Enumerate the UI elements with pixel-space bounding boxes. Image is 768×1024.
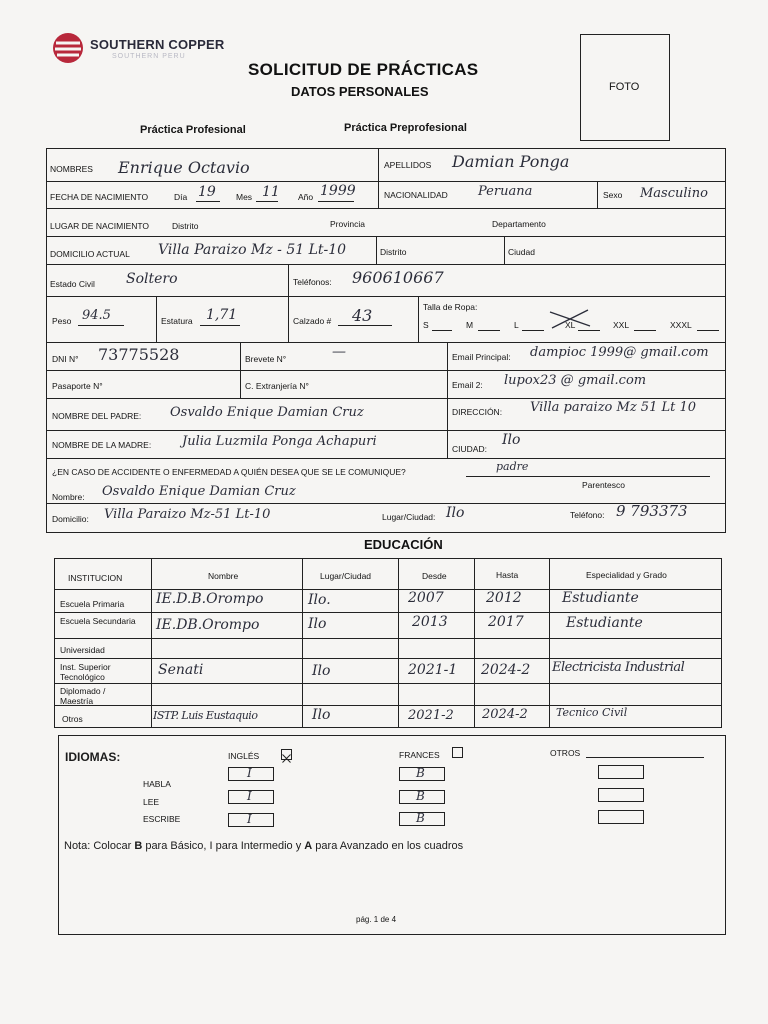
padre-label: NOMBRE DEL PADRE:: [52, 411, 142, 421]
frances-lee-box[interactable]: [399, 790, 445, 804]
skill-lee-label: LEE: [143, 797, 160, 807]
ciudad2-label: CIUDAD:: [452, 444, 487, 454]
edu-nombre-instituto[interactable]: Senati: [158, 662, 204, 678]
telefonos-label: Teléfonos:: [293, 277, 332, 287]
edu-desde-secundaria[interactable]: 2013: [412, 614, 448, 630]
edu-inst-otros: Otros: [62, 714, 83, 724]
ingles-habla-value: I: [247, 766, 252, 780]
brevete-field[interactable]: —: [332, 344, 346, 360]
direccion-field[interactable]: Villa paraizo Mz 51 Lt 10: [530, 400, 697, 415]
lugar-ciudad-label: Lugar/Ciudad:: [382, 512, 436, 522]
edu-nombre-primaria[interactable]: IE.D.B.Orompo: [156, 591, 264, 607]
distrito-label: Distrito: [172, 221, 199, 231]
edu-header-lugar: Lugar/Ciudad: [320, 571, 372, 581]
domicilio-field[interactable]: Villa Paraizo Mz-51 Lt-10: [104, 507, 271, 522]
extranjeria-label: C. Extranjería N°: [245, 381, 309, 391]
edu-lugar-instituto[interactable]: Ilo: [312, 663, 331, 679]
check-mark-icon: [282, 754, 291, 763]
page-number: pág. 1 de 4: [356, 915, 397, 924]
edu-lugar-secundaria[interactable]: Ilo: [308, 616, 327, 632]
edu-nombre-otros[interactable]: ISTP. Luis Eustaquio: [153, 709, 258, 722]
accidente-label: ¿EN CASO DE ACCIDENTE O ENFERMEDAD A QUIÉN DESEA QUE SE LE COMUNIQUE?: [52, 467, 406, 477]
nombre-label: Nombre:: [52, 492, 85, 502]
dia-label: Día: [174, 192, 188, 202]
apellidos-field[interactable]: Damian Ponga: [452, 152, 570, 171]
domicilio-actual-label: DOMICILIO ACTUAL: [50, 249, 130, 259]
talla-m[interactable]: M: [466, 320, 474, 330]
edu-header-institucion: INSTITUCION: [68, 573, 123, 583]
talla-xl-cross-mark: [548, 308, 592, 330]
ingles-lee-box[interactable]: [228, 790, 274, 804]
parentesco-field[interactable]: padre: [496, 460, 529, 473]
estatura-field[interactable]: 1,71: [206, 307, 238, 323]
dni-field[interactable]: 73775528: [98, 345, 180, 364]
mes-label: Mes: [236, 192, 253, 202]
talla-l[interactable]: L: [514, 320, 519, 330]
talla-xxxl[interactable]: XXXL: [670, 320, 692, 330]
email2-label: Email 2:: [452, 380, 483, 390]
photo-label: FOTO: [609, 81, 640, 93]
edu-nombre-secundaria[interactable]: IE.DB.Orompo: [156, 617, 260, 633]
peso-label: Peso: [52, 316, 72, 326]
talla-ropa-label: Talla de Ropa:: [423, 302, 478, 312]
edu-lugar-otros[interactable]: Ilo: [312, 707, 331, 723]
nota-part-3: para Avanzado en los cuadros: [312, 840, 464, 852]
padre-field[interactable]: Osvaldo Enique Damian Cruz: [170, 405, 364, 420]
edu-esp-otros[interactable]: Tecnico Civil: [556, 706, 628, 719]
domicilio-label: Domicilio:: [52, 514, 89, 524]
ingles-escribe-box[interactable]: [228, 813, 274, 827]
nacionalidad-field[interactable]: Peruana: [478, 184, 533, 199]
departamento-label: Departamento: [492, 219, 546, 229]
practica-profesional-option[interactable]: Práctica Profesional: [140, 124, 246, 136]
peso-field[interactable]: 94.5: [82, 308, 111, 323]
education-title: EDUCACIÓN: [364, 537, 443, 552]
frances-habla-value: B: [416, 766, 425, 780]
nota-part-1: Nota: Colocar: [64, 840, 135, 852]
edu-hasta-otros[interactable]: 2024-2: [482, 707, 528, 722]
education-table: [54, 558, 722, 728]
nota-basico: B: [134, 840, 143, 852]
edu-header-especialidad: Especialidad y Grado: [586, 570, 667, 580]
nacionalidad-label: NACIONALIDAD: [384, 190, 448, 200]
email2-field[interactable]: lupox23 @ gmail.com: [504, 373, 647, 388]
southern-copper-logo-icon: [52, 32, 84, 64]
provincia-label: Provincia: [330, 219, 365, 229]
email-principal-field[interactable]: dampioc 1999@ gmail.com: [530, 345, 709, 360]
domicilio-actual-field[interactable]: Villa Paraizo Mz - 51 Lt-10: [158, 242, 347, 258]
nombres-label: NOMBRES: [50, 164, 93, 174]
estado-civil-field[interactable]: Soltero: [126, 271, 178, 287]
email-principal-label: Email Principal:: [452, 352, 511, 362]
edu-header-nombre: Nombre: [208, 571, 239, 581]
nombre-field[interactable]: Osvaldo Enique Damian Cruz: [102, 484, 296, 499]
idiomas-title: IDIOMAS:: [65, 750, 121, 764]
direccion-label: DIRECCIÓN:: [452, 407, 503, 417]
telefonos-field[interactable]: 960610667: [352, 268, 444, 287]
edu-header-desde: Desde: [422, 571, 447, 581]
edu-esp-primaria[interactable]: Estudiante: [562, 590, 639, 606]
estado-civil-label: Estado Civil: [50, 279, 95, 289]
edu-inst-instituto: Inst. Superior Tecnológico: [60, 662, 111, 682]
ingles-lee-value: I: [247, 789, 252, 803]
edu-desde-otros[interactable]: 2021-2: [408, 708, 454, 723]
form-subtitle: DATOS PERSONALES: [291, 84, 429, 99]
calzado-label: Calzado #: [293, 316, 332, 326]
ciudad-label: Ciudad: [508, 247, 535, 257]
frances-escribe-box[interactable]: [399, 812, 445, 826]
company-subname: SOUTHERN PERU: [112, 53, 186, 60]
practica-preprofesional-option[interactable]: Práctica Preprofesional: [344, 122, 467, 134]
frances-escribe-value: B: [416, 811, 425, 825]
edu-esp-secundaria[interactable]: Estudiante: [566, 615, 643, 631]
calzado-field[interactable]: 43: [352, 306, 373, 325]
frances-label: FRANCES: [399, 750, 440, 760]
ciudad2-field[interactable]: Ilo: [502, 432, 521, 448]
otros-label: OTROS: [550, 748, 581, 758]
talla-xxl[interactable]: XXL: [613, 320, 630, 330]
nombres-field[interactable]: Enrique Octavio: [118, 158, 250, 177]
lugar-nacimiento-label: LUGAR DE NACIMIENTO: [50, 221, 150, 231]
company-name: SOUTHERN COPPER: [90, 37, 225, 52]
madre-field[interactable]: Julia Luzmila Ponga Achapuri: [182, 434, 377, 449]
anio-field[interactable]: 1999: [320, 183, 356, 199]
skill-habla-label: HABLA: [143, 779, 171, 789]
talla-s[interactable]: S: [423, 320, 429, 330]
telefono-field[interactable]: 9 793373: [616, 502, 688, 520]
form-title: SOLICITUD DE PRÁCTICAS: [248, 60, 479, 79]
otros-lee-box[interactable]: [598, 788, 644, 802]
pasaporte-label: Pasaporte N°: [52, 381, 103, 391]
telefono-label: Teléfono:: [570, 510, 605, 520]
edu-inst-secundaria: Escuela Secundaria: [60, 616, 136, 626]
company-logo: [52, 32, 84, 64]
edu-hasta-primaria[interactable]: 2012: [486, 590, 522, 606]
ingles-label: INGLÉS: [228, 751, 260, 761]
otros-escribe-box[interactable]: [598, 810, 644, 824]
anio-label: Año: [298, 192, 314, 202]
talla-xl[interactable]: XL: [565, 320, 576, 330]
edu-desde-primaria[interactable]: 2007: [408, 590, 444, 606]
frances-lee-value: B: [416, 789, 425, 803]
edu-lugar-primaria[interactable]: Ilo.: [308, 592, 331, 608]
edu-inst-diplomado: Diplomado / Maestría: [60, 686, 106, 706]
ingles-checkbox[interactable]: [281, 749, 292, 760]
distrito2-label: Distrito: [380, 247, 407, 257]
lugar-ciudad-field[interactable]: Ilo: [446, 505, 465, 521]
parentesco-label: Parentesco: [582, 480, 625, 490]
ingles-habla-box[interactable]: [228, 767, 274, 781]
edu-inst-primaria: Escuela Primaria: [60, 599, 125, 609]
skill-escribe-label: ESCRIBE: [143, 814, 181, 824]
sexo-field[interactable]: Masculino: [640, 186, 708, 201]
brevete-label: Brevete N°: [245, 354, 287, 364]
estatura-label: Estatura: [161, 316, 193, 326]
ingles-escribe-value: I: [247, 812, 252, 826]
frances-checkbox[interactable]: [452, 747, 463, 758]
edu-header-hasta: Hasta: [496, 570, 519, 580]
dni-label: DNI N°: [52, 354, 79, 364]
dia-field[interactable]: 19: [198, 184, 216, 200]
edu-esp-instituto[interactable]: Electricista Industrial: [552, 660, 685, 675]
edu-desde-instituto[interactable]: 2021-1: [408, 662, 458, 678]
madre-label: NOMBRE DE LA MADRE:: [52, 440, 152, 450]
apellidos-label: APELLIDOS: [384, 160, 432, 170]
nota-avanzado: A: [304, 840, 313, 852]
frances-habla-box[interactable]: [399, 767, 445, 781]
edu-hasta-secundaria[interactable]: 2017: [488, 614, 524, 630]
edu-hasta-instituto[interactable]: 2024-2: [481, 662, 531, 678]
otros-habla-box[interactable]: [598, 765, 644, 779]
mes-field[interactable]: 11: [262, 184, 280, 200]
sexo-label: Sexo: [603, 190, 623, 200]
nota-part-2: para Básico, I para Intermedio y: [142, 840, 305, 852]
edu-inst-universidad: Universidad: [60, 645, 105, 655]
nota-text: [64, 840, 463, 852]
fecha-nacimiento-label: FECHA DE NACIMIENTO: [50, 192, 149, 202]
